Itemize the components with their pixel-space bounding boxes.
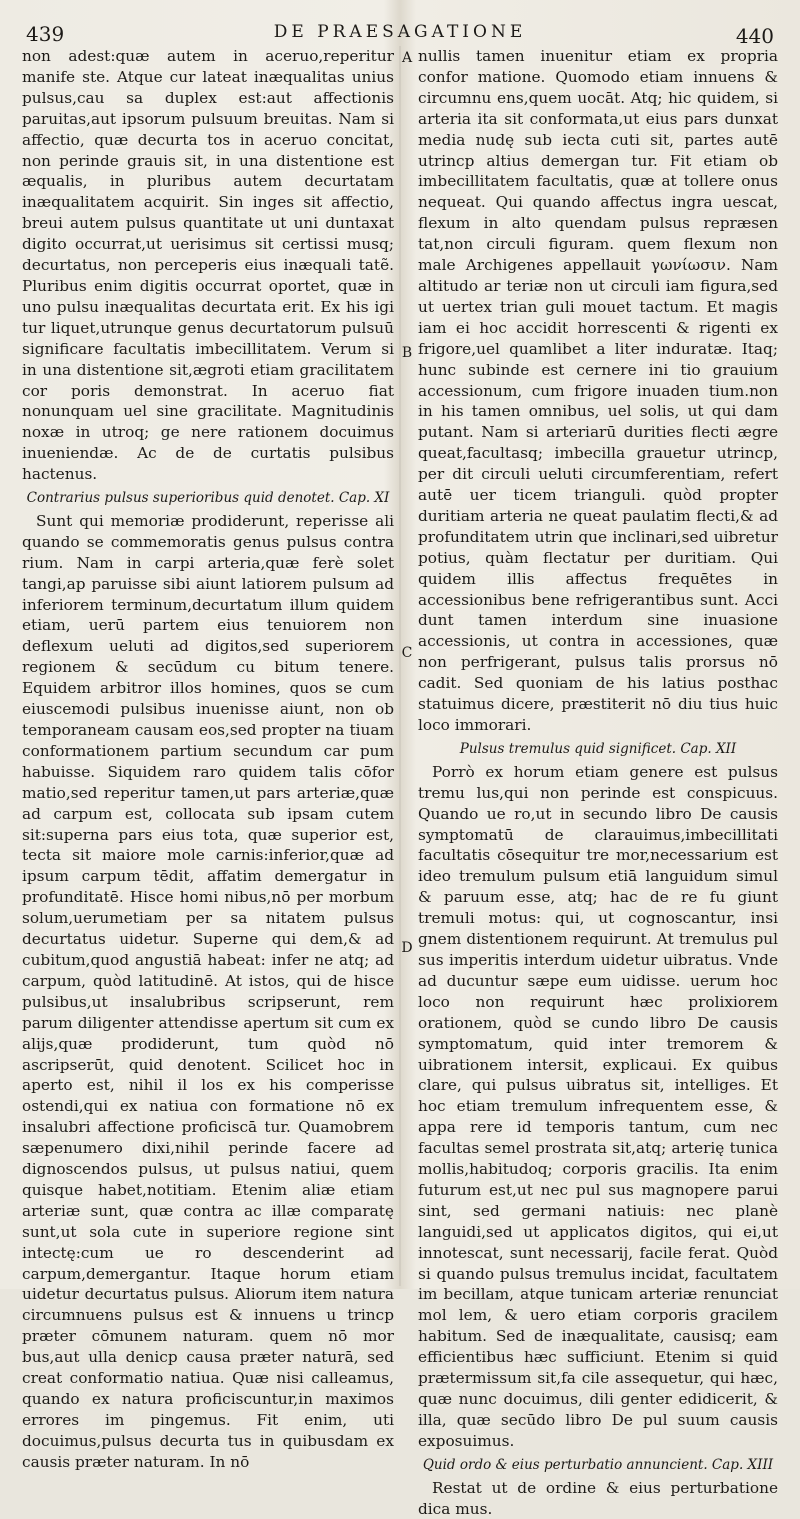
margin-mark-a: A <box>401 50 413 66</box>
chapter-heading-xi: Contrarius pulsus superioribus quid denotet. Cap. XI <box>26 490 390 507</box>
page-number-right: 440 <box>735 24 774 48</box>
margin-mark-c: C <box>401 645 413 661</box>
right-column <box>418 46 778 1518</box>
chapter-heading-xii: Pulsus tremulus quid significet. Cap. XII <box>459 740 737 757</box>
margin-mark-b: B <box>401 345 413 361</box>
right-paragraph-2: Porrò ex horum etiam genere est pulsus tremu lus,qui non perinde est conspicuus. Quando ue ro,ut in secundo libro De causis symptomatū de clarauimus,imbecillitati facultatis cōsequitur tre mor,necessarium est ideo tremulum pulsum etiā languidum simul & paruum esse, atq; hac de re fu giunt tremuli motus: qui, ut cognoscantur, insi gnem distentionem requirunt. At tremulus pul sus imperitis interdum uidetur uibratus. Vnde ad ducuntur sæpe eum uidisse. uerum hoc loco non requirunt hæc prolixiorem orationem, quòd se cundo libro De causis symptomatum, quid inter tremorem & uibrationem intersit, explicaui. Ex quibus clare, qui pulsus uibratus sit, intelliges. Et hoc etiam tremulum infrequentem esse, & appa rere id temporis tantum, cum nec facultas semel prostrata sit,atq; arterię tunica mollis,habitudoq; corporis gracilis. Ita enim futurum est,ut nec pul sus magnopere parui sint, sed germani natiuis: nec planè languidi,sed ut applicatos digitos, qui ei,ut innotescat, sunt necessarij, facile ferat. Quòd si quando pulsus tremulus incidat, facultatem im becillam, atque tunicam arteriæ renunciat mol lem, & uero etiam corporis gracilem habitum. Sed de inæqualitate, causisq; eam efficientibus hæc sufficiunt. Etenim si quid prætermissum sit,fa cile assequetur, qui hæc, quæ nunc docuimus, dili genter edidicerit, & illa, quæ secūdo libro De pul suum causis exposuimus. <box>418 762 778 1450</box>
right-paragraph-3: Restat ut de ordine & eius perturbatione dica mus. <box>418 1478 778 1518</box>
page-number-left: 439 <box>26 22 65 46</box>
page-header <box>20 18 780 48</box>
running-title: DE PRAESAGATIONE <box>273 22 527 42</box>
chapter-heading-xiii: Quid ordo & eius perturbatio annuncient. Cap. XIII <box>422 1456 774 1473</box>
left-paragraph-1: non adest:quæ autem in aceruo,reperitur manife ste. Atque cur lateat inæqualitas unius pulsus,cau sa duplex est:aut affectionis paruitas,aut ipsorum pulsuum breuitas. Nam si affectio, quæ decurta tos in aceruo concitat, non perinde grauis sit, in una distentione est æqualis, in pluribus autem decurtatam inæqualitatem acquirit. Sin inges sit affectio, breui autem pulsus quantitate ut uni duntaxat digito occurrat,ut uerisimus sit certissi musq; decurtatus, non perceperis eius inæquali tatẽ. Pluribus enim digitis occurrat oportet, quæ in uno pulsu inæqualitas decurtata erit. Ex his igi tur liquet,utrunque genus decurtatorum pulsuū significare facultatis imbecillitatem. Verum si in una distentione sit,ægroti etiam gracilitatem cor poris demonstrat. In aceruo fiat nonunquam uel sine gracilitate. Magnitudinis noxæ in utroq; ge nere rationem docuimus inueniendæ. Ac de de curtatis pulsibus hactenus. <box>22 47 394 484</box>
left-paragraph-2: Sunt qui memoriæ prodiderunt, reperisse ali quando se commemoratis genus pulsus contra rium. Nam in carpi arteria,quæ ferè solet tangi,ap paruisse sibi aiunt latiorem pulsum ad inferiorem terminum,decurtatum illum quidem etiam, uerū partem eius tenuiorem non deflexum ueluti ad digitos,sed superiorem regionem & secūdum cu bitum tenere. Equidem arbitror illos homines, quos se cum eiuscemodi pulsibus inuenisse aiunt, non ob temporaneam causam eos,sed propter na tiuam conformationem partium secundum car pum habuisse. Siquidem raro quidem talis cōfor matio,sed reperitur tamen,ut pars arteriæ,quæ ad carpum est, collocata sub ipsam cutem sit:superna pars eius tota, quæ superior est, tecta sit maiore mole carnis:inferior,quæ ad ipsum carpum tēdit, affatim demergatur in profunditatē. Hisce homi nibus,nō per morbum solum,uerumetiam per sa nitatem pulsus decurtatus uidetur. Superne qui dem,& ad cubitum,quod angustiā habeat: infer ne atq; ad carpum, quòd latitudinē. At istos, qui de hisce pulsibus,ut insalubribus scripserunt, rem parum diligenter attendisse apertum sit cum ex alijs,quæ prodiderunt, tum quòd nō ascripserūt, quid denotent. Scilicet hoc in aperto est, nihil il los ex his comperisse ostendi,qui ex natiua con formatione nō ex insalubri affectione proficiscā tur. Quamobrem sæpenumero dixi,nihil perinde facere ad dignoscendos pulsus, ut pulsus natiui, quem quisque habet,notitiam. Etenim aliæ etiam arteriæ sunt, quæ contra ac illæ comparatę sunt,ut sola cute in superiore regione sint intectę:cum ue ro descenderint ad carpum,demergantur. Itaque horum etiam uidetur decurtatus pulsus. Aliorum item natura circumnuens pulsus est & innuens u trincp præter cōmunem naturam. quem nō mor bus,aut ulla denicp causa præter naturā, sed creat conformatio natiua. Quæ nisi calleamus, quando ex natura proficiscuntur,in maximos errores im pingemus. Fit enim, uti docuimus,pulsus decurta tus in quibusdam ex causis præter naturam. In nō <box>22 511 394 1471</box>
left-column <box>22 46 394 1471</box>
margin-mark-d: D <box>401 940 413 956</box>
column-gutter <box>399 46 401 1286</box>
right-paragraph-1: nullis tamen inuenitur etiam ex propria confor matione. Quomodo etiam innuens & circumnu ens,quem uocāt. Atq; hic quidem, si arteria ita sit conformata,ut eius pars dunxat media nudę sub iecta cuti sit, partes autē utrincp altius demergan tur. Fit etiam ob imbecillitatem facultatis, quæ at tollere onus nequeat. Qui quando affectus ingra uescat, flexum in alto quendam pulsus repræsen tat,non circuli figuram. quem flexum non male Archigenes appellauit γωνίωσιν. Nam altitudo ar teriæ non ut circuli iam figura,sed ut uertex trian guli mouet tactum. Et magis iam ei hoc accidit horrescenti & rigenti ex frigore,uel quamlibet a liter induratæ. Itaq; hunc subinde est cernere ini tio grauium accessionum, cum frigore inuaden tium.non in his tamen omnibus, uel solis, ut qui dam putant. Nam si arteriarū durities flecti ægre queat,facultasq; imbecilla grauetur utrincp, per dit circuli ueluti circumferentiam, refert autē uer ticem trianguli. quòd propter duritiam arteria ne queat paulatim flecti,& ad profunditatem utrin que inclinari,sed uibretur potius, quàm flectatur per duritiam. Qui quidem illis affectus frequētes in accessionibus bene refrigerantibus sunt. Acci dunt tamen interdum sine inuasione accessionis, ut contra in accessiones, quæ non perfrigerant, pulsus talis prorsus nō cadit. Sed quoniam de his latius posthac statuimus dicere, præstiterit nō diu tius huic loco immorari. <box>418 47 778 734</box>
